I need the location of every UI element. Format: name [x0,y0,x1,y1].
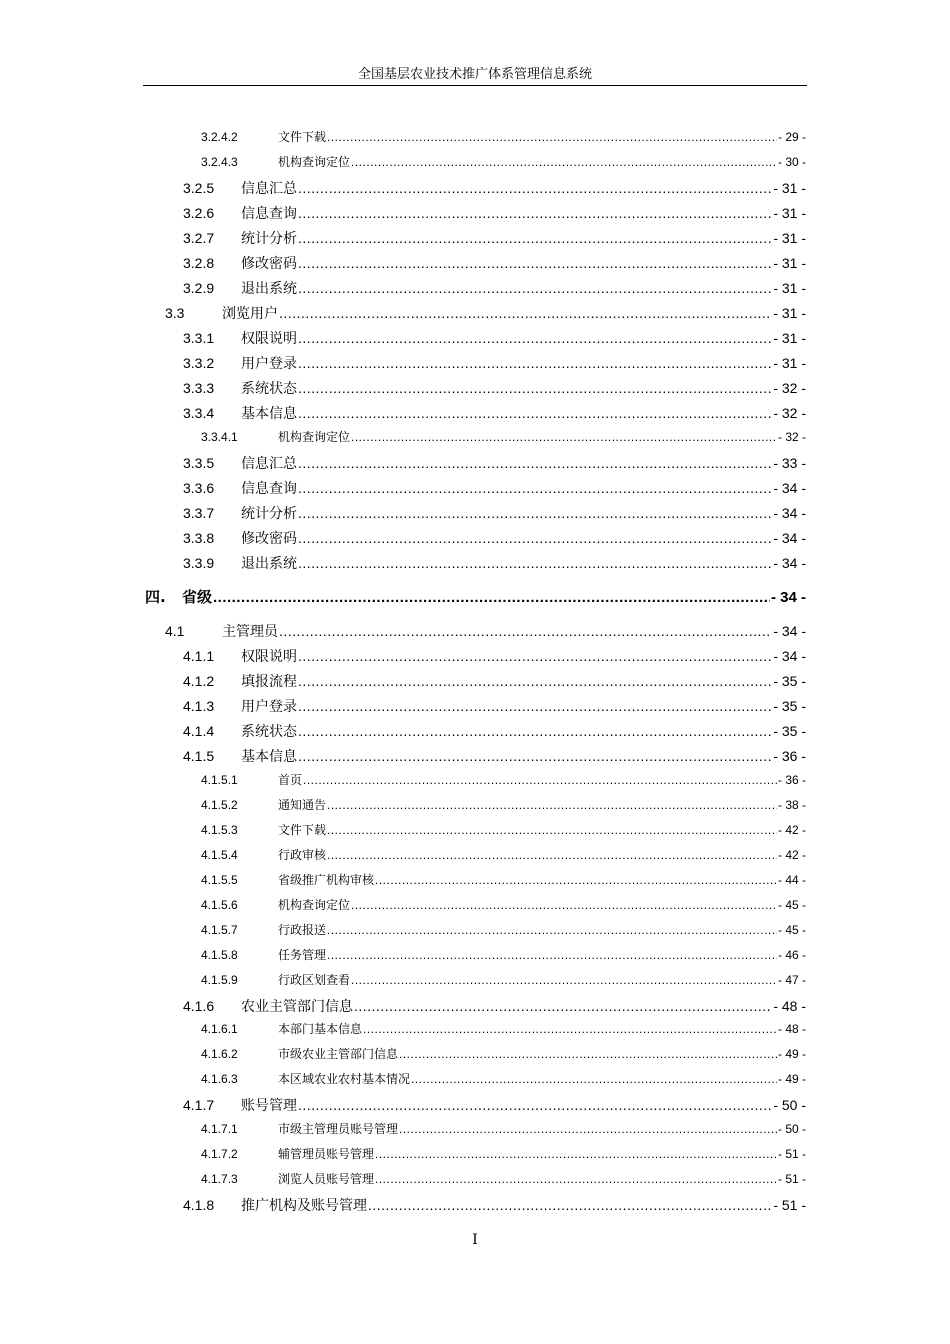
toc-entry-page: - 34 - [773,623,806,639]
toc-dot-leader [213,589,770,606]
toc-entry[interactable] [201,1170,806,1187]
toc-dot-leader [279,305,772,321]
toc-entry-title: 信息汇总 [241,181,297,197]
toc-entry-page: - 31 - [773,355,806,371]
toc-dot-leader [399,1122,777,1136]
toc-entry[interactable] [183,553,806,573]
toc-dot-leader [298,748,772,764]
toc-entry-number: 3.3.1 [183,330,215,346]
toc-dot-leader [298,280,772,296]
toc-entry[interactable] [183,996,806,1016]
toc-entry-page: - 47 - [777,973,806,987]
toc-dot-leader [327,798,777,812]
toc-entry-page: - 31 - [773,280,806,296]
toc-dot-leader [298,698,772,714]
toc-entry-number: 3.2.7 [183,230,215,246]
toc-entry-title: 主管理员 [222,624,278,640]
toc-entry[interactable] [201,128,806,145]
toc-entry[interactable] [201,946,806,963]
toc-entry-title: 机构查询定位 [278,155,351,169]
toc-entry-title: 通知通告 [278,798,327,812]
toc-entry[interactable] [183,478,806,498]
toc-entry-page: - 32 - [773,405,806,421]
toc-dot-leader [303,773,777,787]
toc-entry-title: 行政审核 [278,848,327,862]
toc-dot-leader [411,1072,777,1086]
toc-dot-leader [375,1172,777,1186]
toc-entry[interactable] [183,228,806,248]
toc-entry-number: 4.1.6 [183,998,215,1014]
toc-entry-number: 4.1.5.4 [201,848,238,862]
toc-dot-leader [279,623,772,639]
toc-entry-page: - 46 - [777,948,806,962]
toc-dot-leader [298,405,772,421]
toc-dot-leader [375,873,777,887]
toc-dot-leader [375,1147,777,1161]
toc-entry-page: - 31 - [773,180,806,196]
toc-dot-leader [298,205,772,221]
toc-dot-leader [368,1197,772,1213]
toc-entry-number: 4.1.8 [183,1197,215,1213]
toc-entry[interactable] [183,1195,806,1215]
toc-entry-title: 文件下载 [278,823,327,837]
toc-entry-title: 权限说明 [241,649,297,665]
toc-entry-number: 3.2.4.3 [201,155,238,169]
toc-entry-number: 3.3.8 [183,530,215,546]
toc-entry-number: 3.3.2 [183,355,215,371]
toc-entry[interactable] [183,503,806,523]
toc-entry[interactable] [183,646,806,666]
toc-dot-leader [327,130,777,144]
toc-entry-number: 4.1.6.2 [201,1047,238,1061]
toc-entry-number: 4.1.6.3 [201,1072,238,1086]
toc-entry-page: - 32 - [777,430,806,444]
toc-entry-title: 退出系统 [241,556,297,572]
toc-entry-number: 4.1.5.2 [201,798,238,812]
page-header-title: 全国基层农业技术推广体系管理信息系统 [357,67,592,82]
toc-entry-number: 4.1.5.6 [201,898,238,912]
toc-dot-leader [298,505,772,521]
toc-entry[interactable] [183,528,806,548]
toc-entry-page: - 51 - [777,1172,806,1186]
toc-dot-leader [298,255,772,271]
toc-entry-number: 3.2.4.2 [201,130,238,144]
toc-entry-number: 4.1.7.3 [201,1172,238,1186]
toc-entry-page: - 31 - [773,230,806,246]
toc-entry-page: - 34 - [773,555,806,571]
toc-entry-number: 4.1.1 [183,648,215,664]
toc-entry-title: 农业主管部门信息 [241,999,353,1015]
toc-entry[interactable] [183,696,806,716]
toc-entry-number: 4.1.7.2 [201,1147,238,1161]
toc-entry-number: 4.1.7.1 [201,1122,238,1136]
toc-entry[interactable] [201,971,806,988]
toc-entry-page: - 48 - [777,1022,806,1036]
toc-entry-title: 统计分析 [241,231,297,247]
toc-entry-title: 信息查询 [241,481,297,497]
toc-entry-page: - 31 - [773,305,806,321]
toc-dot-leader [327,848,777,862]
toc-entry-page: - 34 - [773,530,806,546]
toc-entry-title: 权限说明 [241,331,297,347]
toc-entry-page: - 49 - [777,1047,806,1061]
toc-entry-page: - 50 - [773,1097,806,1113]
toc-entry-title: 行政报送 [278,923,327,937]
toc-dot-leader [298,230,772,246]
toc-entry-title: 首页 [278,773,303,787]
toc-entry[interactable] [183,328,806,348]
toc-dot-leader [351,430,777,444]
toc-entry-title: 填报流程 [241,674,297,690]
toc-entry-title: 信息汇总 [241,456,297,472]
toc-dot-leader [298,355,772,371]
toc-entry[interactable] [165,303,806,323]
toc-entry-number: 3.3 [165,305,185,321]
toc-entry[interactable] [183,253,806,273]
toc-entry-title: 任务管理 [278,948,327,962]
toc-entry-page: - 29 - [777,130,806,144]
toc-dot-leader [363,1022,777,1036]
toc-entry-number: 4.1.5.3 [201,823,238,837]
toc-dot-leader [351,898,777,912]
toc-entry-page: - 42 - [777,848,806,862]
toc-entry-number: 4.1.5.5 [201,873,238,887]
toc-dot-leader [298,530,772,546]
toc-entry[interactable] [201,1045,806,1062]
toc-dot-leader [351,155,777,169]
toc-dot-leader [298,480,772,496]
toc-dot-leader [399,1047,777,1061]
page-number: I [472,1232,478,1248]
toc-dot-leader [298,673,772,689]
toc-entry-title: 省级推广机构审核 [278,873,375,887]
toc-entry-title: 用户登录 [241,356,297,372]
toc-dot-leader [327,948,777,962]
toc-entry-number: 3.3.4 [183,405,215,421]
toc-dot-leader [298,723,772,739]
toc-entry-title: 机构查询定位 [278,430,351,444]
toc-dot-leader [298,180,772,196]
toc-entry-page: - 45 - [777,898,806,912]
toc-entry-title: 市级主管理员账号管理 [278,1122,399,1136]
toc-entry-page: - 34 - [773,480,806,496]
toc-entry-title: 本区域农业农村基本情况 [278,1072,411,1086]
toc-entry[interactable] [201,1145,806,1162]
toc-entry[interactable] [183,378,806,398]
toc-entry-title: 省级 [182,588,213,606]
toc-entry-number: 4.1.5 [183,748,215,764]
toc-entry-title: 修改密码 [241,256,297,272]
toc-entry-page: - 35 - [773,723,806,739]
toc-entry-number: 4.1.6.1 [201,1022,238,1036]
toc-entry[interactable] [201,796,806,813]
toc-entry-title: 机构查询定位 [278,898,351,912]
toc-dot-leader [298,380,772,396]
toc-entry[interactable] [183,178,806,198]
toc-entry-page: - 31 - [773,330,806,346]
toc-entry-page: - 44 - [777,873,806,887]
toc-entry[interactable] [201,771,806,788]
toc-entry-title: 文件下载 [278,130,327,144]
toc-entry[interactable] [201,821,806,838]
toc-entry-page: - 51 - [773,1197,806,1213]
toc-entry-title: 浏览用户 [222,306,278,322]
toc-entry[interactable] [201,896,806,913]
toc-entry[interactable] [183,1095,806,1115]
toc-entry-title: 系统状态 [241,381,297,397]
toc-dot-leader [351,973,777,987]
toc-dot-leader [354,998,772,1014]
toc-entry-page: - 35 - [773,698,806,714]
toc-entry-number: 3.2.6 [183,205,215,221]
toc-entry-number: 3.2.8 [183,255,215,271]
toc-entry-number: 4.1.5.1 [201,773,238,787]
toc-entry[interactable] [145,586,806,607]
toc-entry[interactable] [183,746,806,766]
toc-entry-page: - 42 - [777,823,806,837]
toc-entry-page: - 35 - [773,673,806,689]
toc-entry-title: 系统状态 [241,724,297,740]
toc-entry-title: 信息查询 [241,206,297,222]
toc-entry[interactable] [201,428,806,445]
toc-entry[interactable] [183,203,806,223]
toc-entry-number: 4.1.5.8 [201,948,238,962]
toc-entry[interactable] [201,1120,806,1137]
toc-entry-number: 4.1.5.9 [201,973,238,987]
toc-entry[interactable] [183,403,806,423]
toc-entry-page: - 45 - [777,923,806,937]
toc-dot-leader [298,555,772,571]
toc-entry-number: 3.3.3 [183,380,215,396]
toc-entry[interactable] [201,153,806,170]
toc-entry-title: 行政区划查看 [278,973,351,987]
toc-entry-page: - 31 - [773,205,806,221]
toc-dot-leader [298,330,772,346]
toc-entry-title: 用户登录 [241,699,297,715]
toc-entry-number: 3.2.5 [183,180,215,196]
toc-entry-page: - 34 - [773,505,806,521]
toc-entry-title: 账号管理 [241,1098,297,1114]
toc-entry[interactable] [183,721,806,741]
toc-entry-page: - 34 - [770,589,806,606]
toc-entry-title: 退出系统 [241,281,297,297]
toc-entry-title: 基本信息 [241,406,297,422]
toc-dot-leader [327,823,777,837]
toc-entry-number: 3.3.6 [183,480,215,496]
toc-entry-number: 4.1 [165,623,185,639]
toc-entry[interactable] [183,671,806,691]
toc-entry-number: 4.1.4 [183,723,215,739]
toc-entry[interactable] [201,921,806,938]
toc-entry[interactable] [201,1070,806,1087]
toc-entry-page: - 36 - [773,748,806,764]
toc-entry-number: 3.3.5 [183,455,215,471]
toc-entry-page: - 50 - [777,1122,806,1136]
toc-entry-title: 修改密码 [241,531,297,547]
toc-entry-page: - 38 - [777,798,806,812]
toc-entry-page: - 33 - [773,455,806,471]
toc-entry[interactable] [165,621,806,641]
toc-entry[interactable] [201,846,806,863]
toc-entry-title: 推广机构及账号管理 [241,1198,367,1214]
toc-entry-title: 本部门基本信息 [278,1022,363,1036]
toc-dot-leader [327,923,777,937]
toc-entry[interactable] [201,871,806,888]
toc-entry-number: 3.3.4.1 [201,430,238,444]
toc-entry-number: 3.2.9 [183,280,215,296]
toc-entry-page: - 36 - [777,773,806,787]
toc-entry-page: - 51 - [777,1147,806,1161]
toc-entry-number: 四. [145,588,166,606]
toc-entry-page: - 30 - [777,155,806,169]
toc-entry-page: - 31 - [773,255,806,271]
toc-dot-leader [298,455,772,471]
toc-dot-leader [298,648,772,664]
toc-entry-number: 3.3.9 [183,555,215,571]
toc-entry-number: 3.3.7 [183,505,215,521]
toc-entry[interactable] [183,453,806,473]
toc-entry[interactable] [183,278,806,298]
toc-entry-title: 辅管理员账号管理 [278,1147,375,1161]
toc-entry-page: - 48 - [773,998,806,1014]
toc-entry-title: 浏览人员账号管理 [278,1172,375,1186]
toc-entry-title: 市级农业主管部门信息 [278,1047,399,1061]
toc-entry-number: 4.1.5.7 [201,923,238,937]
toc-entry[interactable] [183,353,806,373]
toc-entry-number: 4.1.2 [183,673,215,689]
toc-entry-page: - 34 - [773,648,806,664]
toc-entry-number: 4.1.7 [183,1097,215,1113]
toc-entry-page: - 49 - [777,1072,806,1086]
toc-entry-title: 基本信息 [241,749,297,765]
toc-dot-leader [298,1097,772,1113]
toc-entry[interactable] [201,1020,806,1037]
toc-entry-page: - 32 - [773,380,806,396]
toc-entry-number: 4.1.3 [183,698,215,714]
toc-entry-title: 统计分析 [241,506,297,522]
